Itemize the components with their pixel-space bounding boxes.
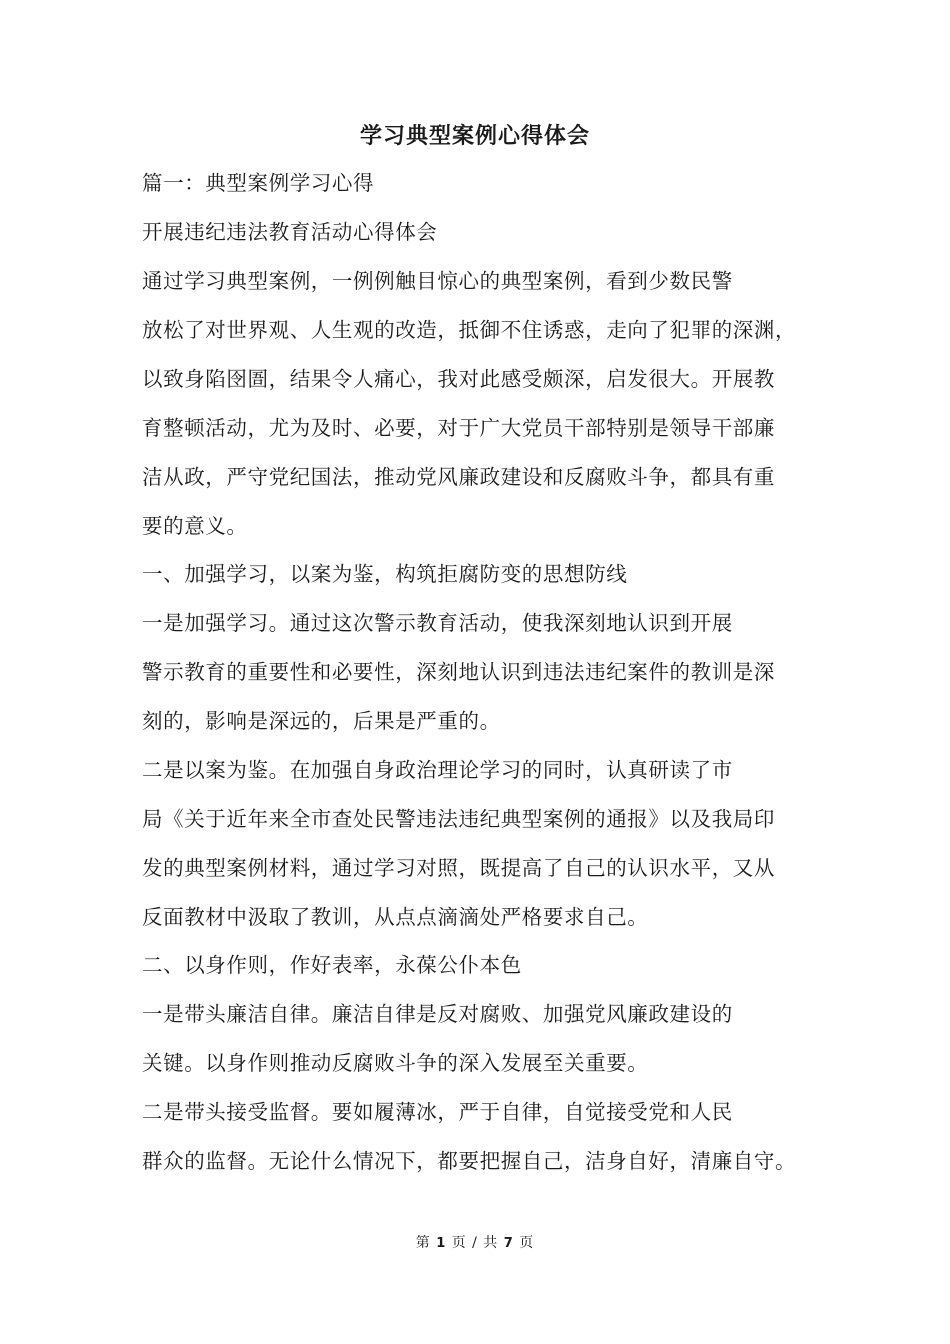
text-line: 育整顿活动，尤为及时、必要，对于广大党员干部特别是领导干部廉	[142, 416, 775, 440]
text-line: 反面教材中汲取了教训，从点点滴滴处严格要求自己。	[142, 905, 649, 929]
text-line: 局《关于近年来全市查处民警违法违纪典型案例的通报》以及我局印	[142, 807, 775, 831]
text-line: 放松了对世界观、人生观的改造，抵御不住诱惑，走向了犯罪的深渊，	[142, 318, 797, 342]
text-line: 关键。以身作则推动反腐败斗争的深入发展至关重要。	[142, 1051, 649, 1075]
text-line: 警示教育的重要性和必要性，深刻地认识到违法违纪案件的教训是深	[142, 660, 775, 684]
text-line: 群众的监督。无论什么情况下，都要把握自己，洁身自好，清廉自守。	[142, 1149, 797, 1173]
text-line: 开展违纪违法教育活动心得体会	[142, 220, 438, 244]
text-line: 发的典型案例材料，通过学习对照，既提高了自己的认识水平，又从	[142, 856, 775, 880]
text-line: 一是加强学习。通过这次警示教育活动，使我深刻地认识到开展	[142, 611, 733, 635]
document-title: 学习典型案例心得体会	[359, 123, 590, 149]
text-line: 通过学习典型案例，一例例触目惊心的典型案例，看到少数民警	[142, 269, 733, 293]
footer-suffix: 页	[519, 1235, 535, 1251]
total-pages-number: 7	[503, 1236, 514, 1251]
text-line: 洁从政，严守党纪国法，推动党风廉政建设和反腐败斗争，都具有重	[142, 465, 775, 489]
footer-prefix: 第	[415, 1235, 431, 1251]
footer-middle: 页 / 共	[451, 1235, 499, 1251]
section-heading: 二、以身作则，作好表率，永葆公仆本色	[142, 953, 522, 977]
text-line: 以致身陷囹圄，结果令人痛心，我对此感受颇深，启发很大。开展教	[142, 367, 775, 391]
text-line: 篇一：典型案例学习心得	[142, 171, 375, 195]
text-line: 要的意义。	[142, 514, 248, 538]
text-line: 刻的，影响是深远的，后果是严重的。	[142, 709, 501, 733]
text-line: 二是带头接受监督。要如履薄冰，严于自律，自觉接受党和人民	[142, 1100, 733, 1124]
text-line: 二是以案为鉴。在加强自身政治理论学习的同时，认真研读了市	[142, 758, 733, 782]
text-line: 一是带头廉洁自律。廉洁自律是反对腐败、加强党风廉政建设的	[142, 1002, 733, 1026]
page-footer	[0, 1232, 950, 1252]
section-heading: 一、加强学习，以案为鉴，构筑拒腐防变的思想防线	[142, 562, 628, 586]
current-page-number: 1	[436, 1236, 447, 1251]
